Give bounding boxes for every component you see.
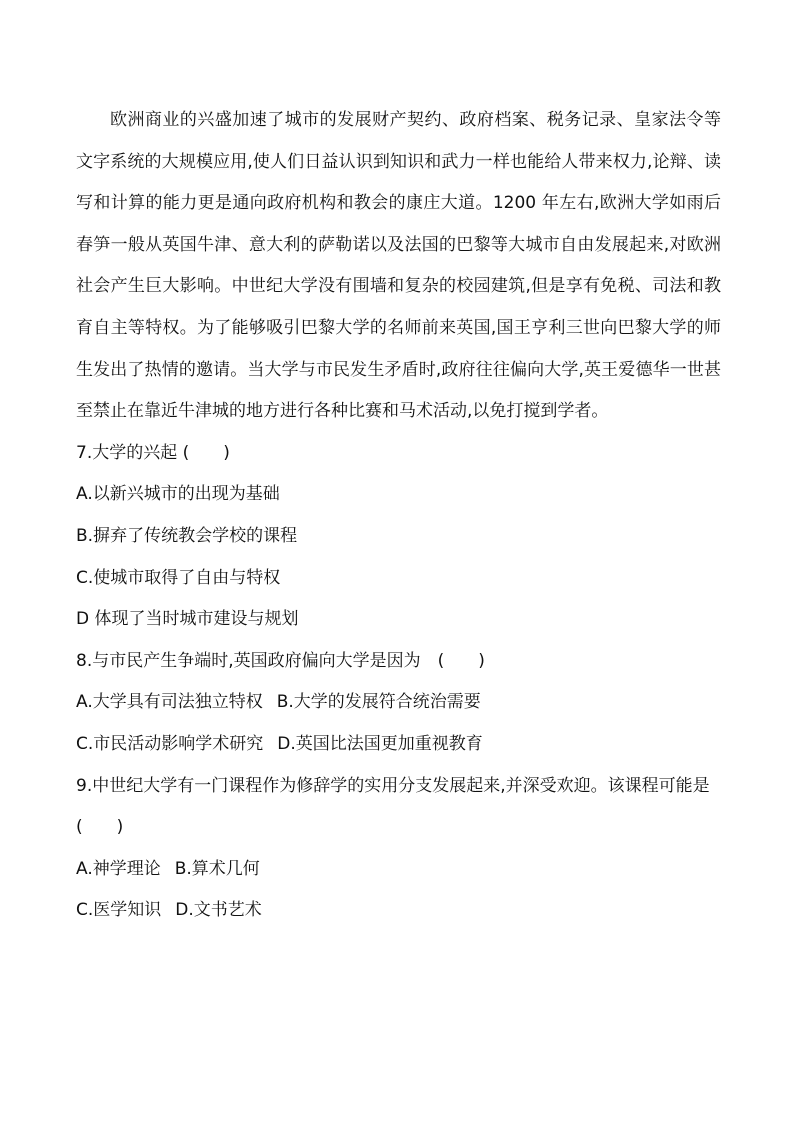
option-b: B.摒弃了传统教会学校的课程: [76, 525, 298, 546]
option-d: D.文书艺术: [175, 900, 262, 921]
option-a: A.以新兴城市的出现为基础: [76, 484, 280, 505]
option-b: B.算术几何: [174, 858, 260, 879]
option-d: D 体现了当时城市建设与规划: [76, 609, 299, 630]
option-row: [76, 849, 721, 891]
option-row: [76, 682, 721, 724]
option-b: B.大学的发展符合统治需要: [276, 692, 481, 713]
option-c: C.使城市取得了自由与特权: [76, 567, 281, 588]
reading-passage: 欧洲商业的兴盛加速了城市的发展财产契约、政府档案、税务记录、皇家法令等文字系统的大规模应用,使人们日益认识到知识和武力一样也能给人带来权力,论辩、读写和计算的能力更是通向政府机构和教会的康庄大道。1200 年左右,欧洲大学如雨后春笋一般从英国牛津、意大利的萨勒诺以及法国的巴黎等大城市自由发展起来,对欧洲社会产生巨大影响。中世纪大学没有围墙和复杂的校园建筑,但是享有免税、司法和教育自主等特权。为了能够吸引巴黎大学的名师前来英国,国王亨利三世向巴黎大学的师生发出了热情的邀请。当大学与市民发生矛盾时,政府往往偏向大学,英王爱德华一世甚至禁止在靠近牛津城的地方进行各种比赛和马术活动,以免打搅到学者。: [76, 110, 721, 422]
question-7: [76, 433, 721, 641]
option-row: [76, 890, 721, 932]
option-d: D.英国比法国更加重视教育: [277, 733, 483, 754]
question-stem: 8.与市民产生争端时,英国政府偏向大学是因为 ( ): [76, 650, 485, 671]
option-c: C.医学知识: [76, 900, 162, 921]
document-content: [76, 100, 733, 932]
question-9: [76, 766, 733, 932]
option-row: [76, 724, 721, 766]
option-a: A.大学具有司法独立特权: [76, 692, 263, 713]
option-c: C.市民活动影响学术研究: [76, 733, 264, 754]
question-8: [76, 641, 721, 766]
option-a: A.神学理论: [76, 858, 161, 879]
question-stem: 7.大学的兴起 ( ): [76, 442, 230, 463]
question-stem: 9.中世纪大学有一门课程作为修辞学的实用分支发展起来,并深受欢迎。该课程可能是 ( ): [76, 775, 733, 838]
